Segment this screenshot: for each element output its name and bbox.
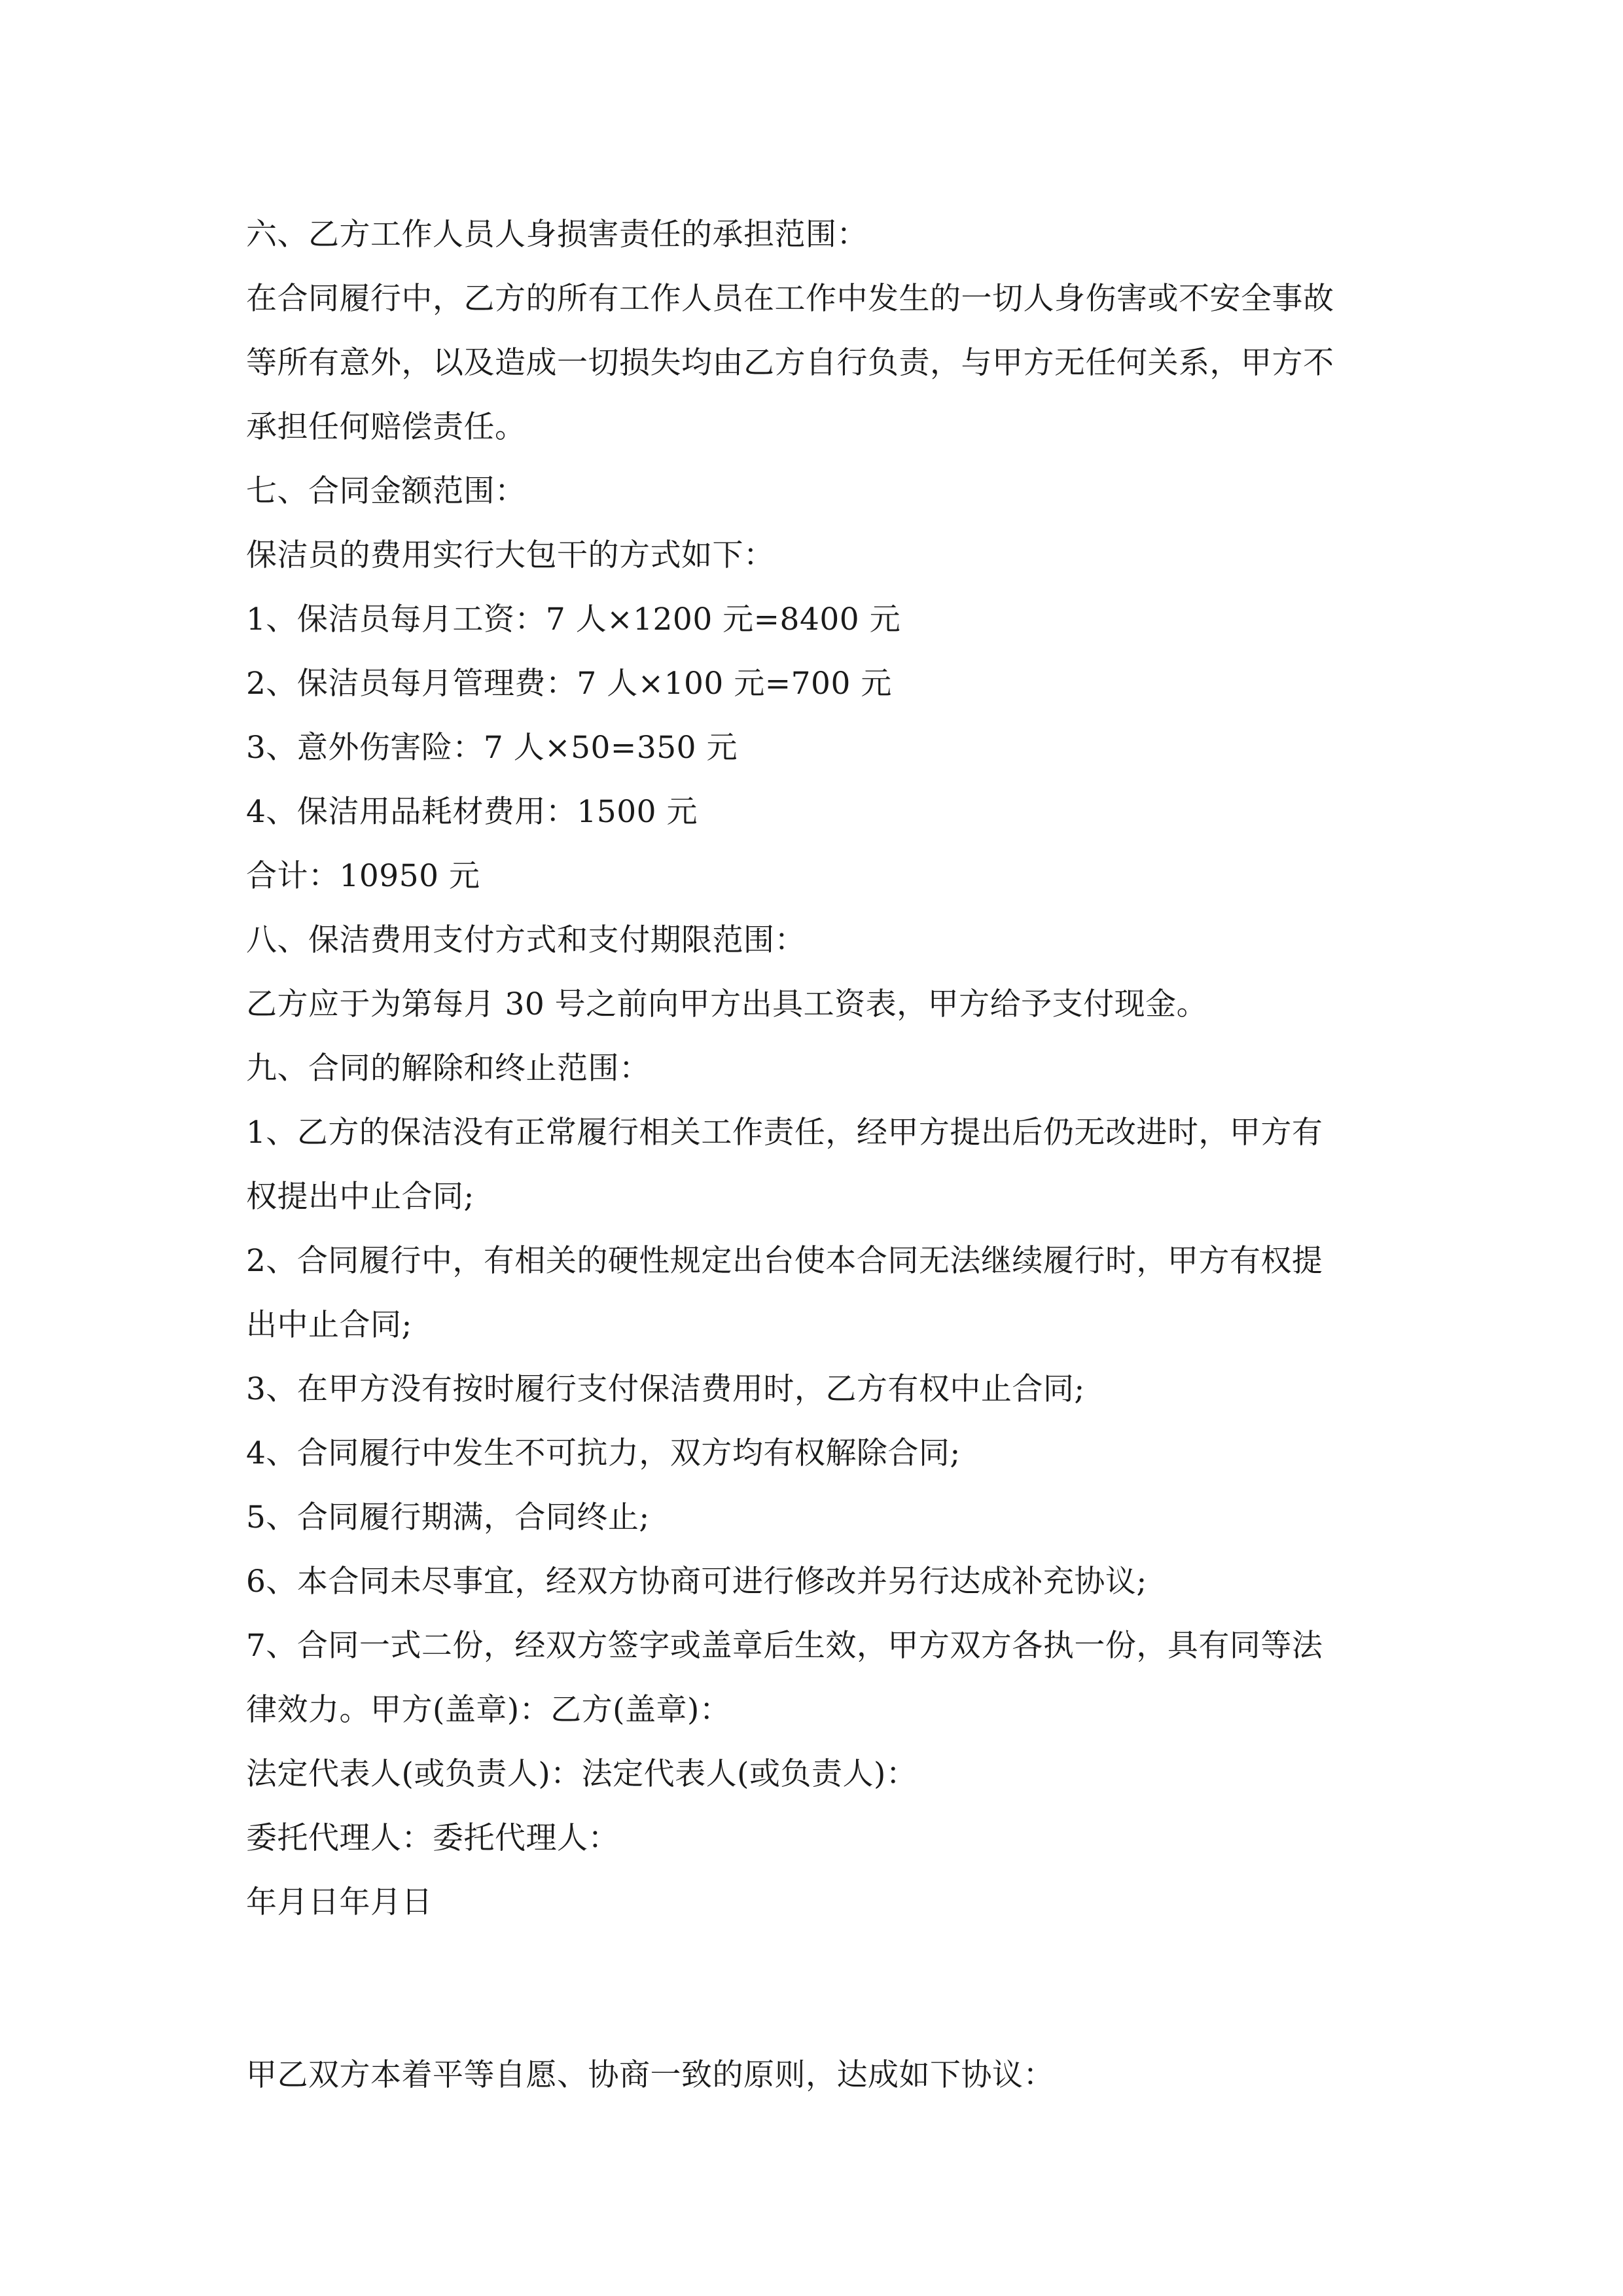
fee-item: 4、保洁用品耗材费用：1500 元 (246, 794, 698, 830)
closing-line: 甲乙双方本着平等自愿、协商一致的原则，达成如下协议： (246, 2057, 1054, 2093)
paragraph-line: 承担任何赔偿责任。 (246, 409, 526, 445)
clause-line: 6、本合同未尽事宜，经双方协商可进行修改并另行达成补充协议; (246, 1564, 1147, 1600)
document-body (246, 203, 1385, 2108)
signature-line: 法定代表人(或负责人)：法定代表人(或负责人)： (246, 1756, 918, 1792)
spacer (246, 1935, 1385, 2043)
section-heading-9: 九、合同的解除和终止范围： (246, 1050, 651, 1086)
paragraph-line: 在合同履行中，乙方的所有工作人员在工作中发生的一切人身伤害或不安全事故 (246, 281, 1334, 317)
fee-item: 3、意外伤害险：7 人×50=350 元 (246, 730, 738, 766)
clause-line: 5、合同履行期满，合同终止; (246, 1499, 650, 1535)
signature-line: 委托代理人：委托代理人： (246, 1820, 619, 1856)
paragraph-line: 保洁员的费用实行大包干的方式如下： (246, 537, 775, 573)
paragraph-line: 等所有意外，以及造成一切损失均由乙方自行负责，与甲方无任何关系，甲方不 (246, 345, 1334, 381)
signature-line: 律效力。甲方(盖章)：乙方(盖章)： (246, 1692, 731, 1728)
section-heading-6: 六、乙方工作人员人身损害责任的承担范围： (246, 217, 868, 253)
clause-line: 7、合同一式二份，经双方签字或盖章后生效，甲方双方各执一份，具有同等法 (246, 1628, 1323, 1664)
date-line: 年月日年月日 (246, 1884, 433, 1920)
clause-line: 3、在甲方没有按时履行支付保洁费用时，乙方有权中止合同; (246, 1371, 1085, 1407)
fee-item: 2、保洁员每月管理费：7 人×100 元=700 元 (246, 666, 892, 702)
clause-line: 4、合同履行中发生不可抗力，双方均有权解除合同; (246, 1435, 961, 1471)
clause-line: 权提出中止合同; (246, 1179, 474, 1215)
fee-total: 合计：10950 元 (246, 858, 480, 894)
clause-line: 1、乙方的保洁没有正常履行相关工作责任，经甲方提出后仍无改进时，甲方有 (246, 1115, 1323, 1151)
section-heading-8: 八、保洁费用支付方式和支付期限范围： (246, 922, 806, 958)
clause-line: 出中止合同; (246, 1307, 412, 1343)
fee-item: 1、保洁员每月工资：7 人×1200 元=8400 元 (246, 601, 901, 637)
section-heading-7: 七、合同金额范围： (246, 473, 526, 509)
clause-line: 2、合同履行中，有相关的硬性规定出台使本合同无法继续履行时，甲方有权提 (246, 1243, 1323, 1279)
paragraph-line: 乙方应于为第每月 30 号之前向甲方出具工资表，甲方给予支付现金。 (246, 986, 1208, 1022)
